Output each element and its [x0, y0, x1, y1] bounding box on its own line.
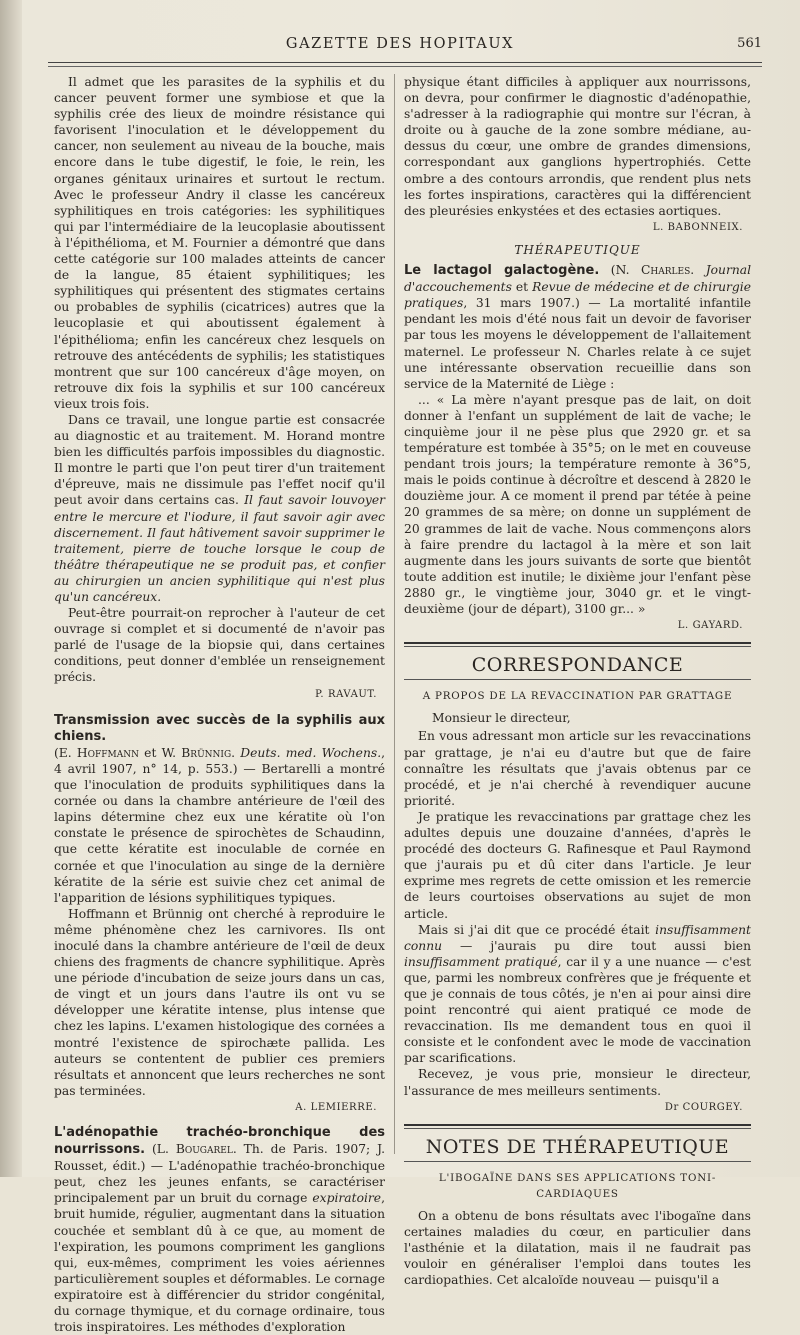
section-rule	[404, 646, 751, 647]
paragraph: Il admet que les parasites de la syphilis et du cancer peuvent former une symbiose et que la syphilis crée des lieux de moindre résistance qui favorisent l'inoculation et le développement du cancer, non seulement au niveau de la bouche, mais encore dans le tube digestif, le foie, le rein, les organes génitaux urinaires et surtout le rectum. Avec le professeur Andry il classe les cancéreux syphilitiques en trois catégories: les syphilitiques qui par l'intermédiaire de la leucoplasie aboutissent à l'épithélioma, et M. Fournier a démontré que dans cette catégorie sur 100 malades atteints de cancer de la langue, 85 étaient syphilitiques; les syphilitiques qui présentent des stigmates certains ou probables de syphilis (cicatrices) autres que la leucoplasie et qui aboutissent également à l'épithélioma; enfin les cancéreux chez lesquels on retrouve des antécédents de syphilis; les statistiques montrent que sur 100 cancéreux d'âge moyen, on retrouve dix fois la syphilis et sur 100 cancéreux vieux trois fois.	[54, 75, 385, 411]
italic-term: insuffisamment pratiqué	[404, 954, 558, 969]
column-separator	[394, 74, 395, 1154]
paragraph: ... « La mère n'ayant presque pas de lait, on doit donner à l'enfant un supplément de lait de vache; le cinquième jour il ne pèse plus que 2920 gr. et sa température est tombée à 35°5; on le met en couveuse pendant trois jours; la température remonte à 36°5, mais le poids continue à décroître et descend à 2820 le douzième jour. A ce moment il prend par tétée à peine 20 grammes de sa mère; on donne un supplément de 20 grammes de lait de vache. Nous commençons alors à faire prendre du lactagol à la mère et son lait augmente dans les jours suivants de sorte que bientôt toute addition est inutile; le dixième jour l'enfant pèse 2880 gr., le vingtième jour, 3040 gr. et le vingt-deuxième (jour de départ), 3100 gr... »	[404, 392, 751, 616]
correspondance-title: CORRESPONDANCE	[471, 654, 684, 677]
article-syphilis-dogs	[54, 713, 385, 1116]
correspondance-subheading: A PROPOS DE LA REVACCINATION PAR GRATTAGE	[422, 690, 733, 703]
article-title: L'adénopathie trachéo-bronchique des nourrissons.	[54, 1125, 385, 1158]
section-rule	[404, 642, 751, 644]
journal-name: Journal d'accouchements	[404, 263, 752, 295]
author-signature: L. BABONNEIX.	[652, 221, 743, 233]
paragraph	[54, 412, 385, 605]
text-run: Dans ce travail, une longue partie est consacrée au diagnostic et au traitement. M. Horand montre bien les difficultés parfois impossibles du diagnostic. Il montre le parti que l'on peut tirer d'un traitement d'épreuve, mais ne dissimule pas l'effet nocif qu'il peut avoir dans certains cas.	[54, 412, 385, 508]
text-run: (N.	[599, 263, 641, 278]
right-column	[404, 74, 752, 1288]
text-run: .	[690, 263, 706, 278]
header-rule-thick	[48, 62, 762, 63]
paragraph: Recevez, je vous prie, monsieur le directeur, l'assurance de mes meilleurs sentiments.	[404, 1067, 751, 1098]
article-title: Le lactagol galactogène.	[404, 263, 600, 279]
paragraph: Je pratique les revaccinations par grattage chez les adultes depuis une douzaine d'années, d'après le procédé des docteurs G. Rafinesque et Paul Raymond que j'aurais pu et dû citer dans l'article. Je leur exprime mes regrets de cette omission et les remercie de leurs courtoises observations au sujet de mon article.	[404, 809, 751, 921]
text-run: et	[511, 280, 533, 295]
page-number: 561	[737, 36, 762, 51]
left-column	[54, 74, 386, 1335]
article-reference	[54, 745, 385, 906]
italic-quote: Il faut savoir louvoyer entre le mercure et l'iodure, il faut savoir agir avec discernement. Il faut hâtivement savoir supprimer le traitement, pierre de touche lorsque le coup de théâtre thérapeutique ne se produit pas, et confier au chirurgien un ancien syphilitique qui n'est plus qu'un cancéreux.	[54, 493, 385, 604]
section-rule	[404, 1124, 751, 1126]
author-name: Charles	[641, 263, 691, 278]
article-adenopathie	[54, 1124, 385, 1335]
binding-shadow	[0, 0, 22, 1177]
author-name: Hoffmann	[76, 745, 139, 760]
text-run: , 4 avril 1907, n° 14, p. 553.) — Bertarelli a montré que l'inoculation de produits syphilitiques dans la cornée ou dans la chambre antérieure de l'œil des lapins détermine chez eux une kératite où l'on constate le présence de spirochètes de Schaudinn, que cette kératite est inoculable de cornée en cornée et que l'inoculation au singe de la dernière kératite de la série est suivie chez cet animal de l'apparition de lésions syphilitiques typiques.	[54, 745, 386, 905]
author-signature: Dr COURGEY.	[664, 1101, 743, 1113]
notes-title: NOTES DE THÉRAPEUTIQUE	[425, 1135, 730, 1158]
text-run: (L.	[145, 1142, 176, 1157]
section-title-therapeutique: THÉRAPEUTIQUE	[514, 242, 641, 257]
journal-name: Revue de médecine et de chirurgie pratiques	[404, 280, 751, 311]
header-rule-thin	[48, 66, 762, 67]
text-run: — j'aurais pu dire tout aussi bien	[442, 938, 751, 953]
text-run: et W.	[138, 745, 182, 760]
author-name: Bougarel	[175, 1142, 233, 1157]
author-signature: L. GAYARD.	[677, 620, 743, 632]
paragraph: physique étant difficiles à appliquer aux nourrissons, on devra, pour confirmer le diagnostic d'adénopathie, s'adresser à la radiographie qui montre sur l'écran, à droite ou à gauche de la zone sombre médiane, au-dessus du cœur, une ombre de grandes dimensions, correspondant aux ganglions hypertrophiés. Cette ombre a des contours arrondis, que rendent plus nets les fortes inspirations, caractères qui la différencient des pleurésies enkystées et des ectasies aortiques.	[404, 75, 751, 218]
article-title: Transmission avec succès de la syphilis aux chiens.	[54, 712, 385, 744]
journal-name: Deuts. med. Wochens.	[240, 745, 382, 760]
paragraph: On a obtenu de bons résultats avec l'ibogaïne dans certaines maladies du cœur, en particulier dans l'asthénie et la dilatation, mais il ne faudrait pas vouloir en généraliser l'emploi dans toutes les cardiopathies. Cet alcaloïde nouveau — puisqu'il a	[404, 1209, 751, 1288]
author-name: Brünnig	[181, 745, 232, 760]
paragraph	[404, 922, 751, 1067]
article-reference	[404, 262, 751, 392]
section-rule	[404, 1161, 751, 1162]
paragraph: Hoffmann et Brünnig ont cherché à reproduire le même phénomène chez les carnivores. Ils ont inoculé dans la chambre antérieure de l'œil de deux chiens des fragments de chancre syphilitique. Après une période d'incubation de seize jours dans un cas, de vingt et un jours dans l'autre ils ont vu se développer une kératite intense, plus intense que chez les lapins. L'examen histologique des cornées a montré l'existence de spirochæte pallida. Les auteurs se contentent de publier ces premiers résultats et annoncent que leurs recherches ne sont pas terminées.	[54, 906, 385, 1098]
text-run: . Th. de Paris. 1907; J. Rousset, édit.) — L'adénopathie trachéo-bronchique peut, chez les jeunes enfants, se caractériser principalement par un bruit du cornage	[54, 1142, 385, 1206]
journal-title: GAZETTE DES HOPITAUX	[285, 36, 515, 52]
text-run: .	[231, 745, 241, 760]
notes-subheading: L'IBOGAÏNE DANS SES APPLICATIONS TONI-CARDIAQUES	[438, 1171, 717, 1200]
text-run: , bruit humide, régulier, augmentant dans la situation couchée et semblant dû à ce que, au moment de l'expiration, les poumons compriment les ganglions qui, eux-mêmes, compriment les voies aériennes particulièrement souples et déformables. Le cornage expiratoire est à différencier du stridor congénital, du cornage thymique, et du cornage ordinaire, tous trois inspiratoires. Les méthodes d'exploration	[54, 1191, 385, 1335]
author-signature: P. RAVAUT.	[315, 688, 377, 700]
salutation: Monsieur le directeur,	[432, 711, 571, 726]
article-reference	[54, 1124, 385, 1335]
text-run: , car il y a une nuance — c'est que, parmi les nombreux confrères que je fréquente et que je connais de tous côtés, je n'en ai pour ainsi dire point rencontré qui aient pratiqué ce mode de revaccination. Ils me demandent tous en quoi il consiste et le confondent avec le mode de vaccination par scarifications.	[404, 954, 752, 1066]
text-run: (E.	[54, 745, 77, 760]
text-run: , 31 mars 1907.) — La mortalité infantile pendant les mois d'été nous fait un devoir de favoriser par tous les moyens le développement de l'allaitement maternel. Le professeur N. Charles relate à ce sujet une intéressante observation recueillie dans son service de la Maternité de Liège :	[404, 296, 751, 391]
italic-term: insuffisamment connu	[404, 922, 751, 953]
paragraph: Peut-être pourrait-on reprocher à l'auteur de cet ouvrage si complet et si documenté de n'avoir pas parlé de l'usage de la biopsie qui, dans certaines conditions, peut donner d'emblée un renseignement précis.	[54, 606, 385, 685]
italic-term: expiratoire	[312, 1191, 382, 1206]
text-run: Mais si j'ai dit que ce procédé était	[418, 922, 656, 937]
paragraph: En vous adressant mon article sur les revaccinations par grattage, je n'ai eu d'autre but que de faire connaître les résultats que j'avais obtenus par ce procédé, et je n'ai cherché à revendiquer aucune priorité.	[404, 729, 751, 808]
section-rule	[404, 1128, 751, 1129]
author-signature: A. LEMIERRE.	[295, 1101, 377, 1113]
section-rule	[404, 679, 751, 680]
